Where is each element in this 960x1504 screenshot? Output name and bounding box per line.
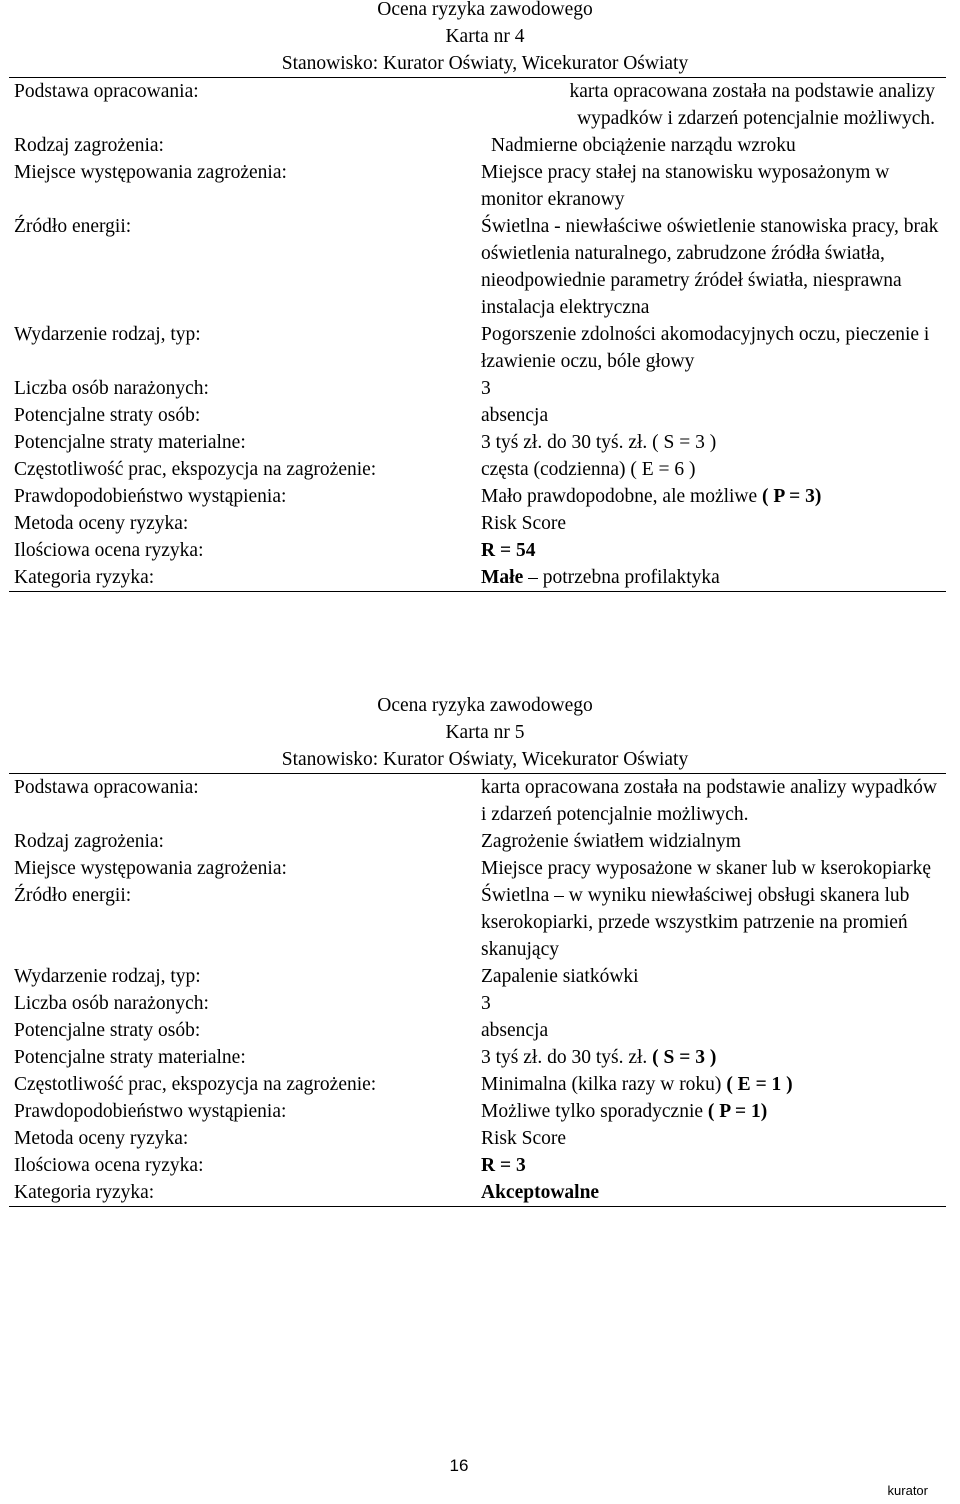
value-text: 3 tyś zł. do 30 tyś. zł. <box>481 1047 648 1068</box>
value-text: Minimalna (kilka razy w roku) <box>481 1074 722 1095</box>
row-label: Prawdopodobieństwo wystąpienia: <box>14 486 287 507</box>
row-value <box>481 1179 943 1206</box>
row-value: absencja <box>481 405 549 426</box>
risk-card-5 <box>0 692 960 1207</box>
row-label: Metoda oceny ryzyka: <box>14 513 189 534</box>
card-number: Karta nr 4 <box>445 26 525 47</box>
row-label: Kategoria ryzyka: <box>14 567 155 588</box>
row-label: Potencjalne straty materialne: <box>14 432 246 453</box>
row-label: Podstawa opracowania: <box>14 81 199 102</box>
row-ilosciowa <box>9 537 946 564</box>
value-code: ( P = 1) <box>707 1101 768 1122</box>
row-value: Risk Score <box>481 513 567 534</box>
risk-score: R = 3 <box>481 1155 526 1176</box>
row-czestotliwosc <box>9 1071 946 1098</box>
row-value: Pogorszenie zdolności akomodacyjnych oczu, pieczenie i łzawienie oczu, bóle głowy <box>481 324 930 372</box>
risk-card-4 <box>0 0 960 592</box>
row-label: Metoda oceny ryzyka: <box>14 1128 189 1149</box>
row-podstawa <box>9 78 946 132</box>
row-label: Liczba osób narażonych: <box>14 378 209 399</box>
row-kategoria <box>9 1179 946 1206</box>
row-label: Prawdopodobieństwo wystąpienia: <box>14 1101 287 1122</box>
row-value: Zapalenie siatkówki <box>481 966 639 987</box>
row-label: Rodzaj zagrożenia: <box>14 831 164 852</box>
row-value: karta opracowana została na podstawie analizy wypadków i zdarzeń potencjalnie możliwych. <box>481 777 937 825</box>
risk-score: R = 54 <box>481 540 536 561</box>
row-label: Liczba osób narażonych: <box>14 993 209 1014</box>
risk-category: Małe <box>481 567 524 588</box>
row-metoda <box>9 1125 946 1152</box>
row-value <box>481 537 943 564</box>
row-label: Częstotliwość prac, ekspozycja na zagrożenie: <box>14 1074 377 1095</box>
row-zrodlo <box>9 213 946 321</box>
card-table <box>9 77 946 592</box>
row-label: Miejsce występowania zagrożenia: <box>14 858 287 879</box>
row-rodzaj <box>9 828 946 855</box>
row-label: Częstotliwość prac, ekspozycja na zagrożenie: <box>14 459 377 480</box>
value-text: Mało prawdopodobne, ale możliwe <box>481 486 758 507</box>
row-label: Miejsce występowania zagrożenia: <box>14 162 287 183</box>
row-wydarzenie <box>9 963 946 990</box>
row-label: Wydarzenie rodzaj, typ: <box>14 324 201 345</box>
card-number: Karta nr 5 <box>445 722 525 743</box>
row-value <box>481 429 943 456</box>
row-miejsce <box>9 855 946 882</box>
page-number: 16 <box>449 1456 469 1475</box>
row-label: Ilościowa ocena ryzyka: <box>14 540 204 561</box>
card-position: Stanowisko: Kurator Oświaty, Wicekurator Oświaty <box>281 53 689 74</box>
row-value <box>481 1098 943 1125</box>
row-liczba <box>9 990 946 1017</box>
row-zrodlo <box>9 882 946 963</box>
row-value: Świetlna – w wyniku niewłaściwej obsługi skanera lub kserokopiarki, przede wszystkim patrzenie na promień skanujący <box>481 885 910 960</box>
row-label: Rodzaj zagrożenia: <box>14 135 164 156</box>
row-wydarzenie <box>9 321 946 375</box>
row-liczba <box>9 375 946 402</box>
row-podstawa <box>9 774 946 828</box>
row-label: Źródło energii: <box>14 216 132 237</box>
value-code: ( S = 3 ) <box>652 1047 717 1068</box>
row-value <box>481 564 943 591</box>
row-prawdopodobienstwo <box>9 1098 946 1125</box>
row-label: Wydarzenie rodzaj, typ: <box>14 966 201 987</box>
row-miejsce <box>9 159 946 213</box>
row-straty-mat <box>9 429 946 456</box>
risk-category-note: – potrzebna profilaktyka <box>528 567 720 588</box>
risk-category: Akceptowalne <box>481 1182 600 1203</box>
row-straty-osob <box>9 402 946 429</box>
row-value <box>481 1152 943 1179</box>
row-value <box>481 456 943 483</box>
row-value: Nadmierne obciążenie narządu wzroku <box>491 135 796 156</box>
row-label: Podstawa opracowania: <box>14 777 199 798</box>
value-code: ( P = 3) <box>762 486 822 507</box>
value-text: częsta (codzienna) <box>481 459 626 480</box>
row-value: 3 <box>481 993 491 1014</box>
card-position: Stanowisko: Kurator Oświaty, Wicekurator Oświaty <box>281 749 689 770</box>
row-straty-osob <box>9 1017 946 1044</box>
row-czestotliwosc <box>9 456 946 483</box>
value-text: Możliwe tylko sporadycznie <box>481 1101 704 1122</box>
row-value: Zagrożenie światłem widzialnym <box>481 831 741 852</box>
row-value: Risk Score <box>481 1128 567 1149</box>
row-value <box>481 483 943 510</box>
row-ilosciowa <box>9 1152 946 1179</box>
value-text: 3 tyś zł. do 30 tyś. zł. <box>481 432 648 453</box>
row-value <box>481 1071 943 1098</box>
row-value: karta opracowana została na podstawie analizy wypadków i zdarzeń potencjalnie możliwych. <box>569 81 935 129</box>
row-rodzaj <box>9 132 946 159</box>
row-label: Potencjalne straty materialne: <box>14 1047 246 1068</box>
row-label: Potencjalne straty osób: <box>14 1020 201 1041</box>
row-kategoria <box>9 564 946 591</box>
value-code: ( S = 3 ) <box>652 432 717 453</box>
row-straty-mat <box>9 1044 946 1071</box>
card-title: Ocena ryzyka zawodowego <box>377 0 593 20</box>
row-value: Świetlna - niewłaściwe oświetlenie stanowiska pracy, brak oświetlenia naturalnego, zabrudzone źródła światła, nieodpowiednie parametry źródeł światła, niesprawna instalacja elektryczna <box>481 216 939 318</box>
row-label: Potencjalne straty osób: <box>14 405 201 426</box>
row-value: Miejsce pracy wyposażone w skaner lub w kserokopiarkę <box>481 858 931 879</box>
row-value <box>481 1044 943 1071</box>
row-value: absencja <box>481 1020 549 1041</box>
row-label: Ilościowa ocena ryzyka: <box>14 1155 204 1176</box>
row-prawdopodobienstwo <box>9 483 946 510</box>
value-code: ( E = 1 ) <box>726 1074 793 1095</box>
row-value: 3 <box>481 378 491 399</box>
card-table <box>9 773 946 1207</box>
row-metoda <box>9 510 946 537</box>
row-label: Kategoria ryzyka: <box>14 1182 155 1203</box>
card-title: Ocena ryzyka zawodowego <box>377 695 593 716</box>
row-label: Źródło energii: <box>14 885 132 906</box>
watermark: kurator <box>887 1483 928 1498</box>
row-value: Miejsce pracy stałej na stanowisku wyposażonym w monitor ekranowy <box>481 162 890 210</box>
value-code: ( E = 6 ) <box>630 459 696 480</box>
